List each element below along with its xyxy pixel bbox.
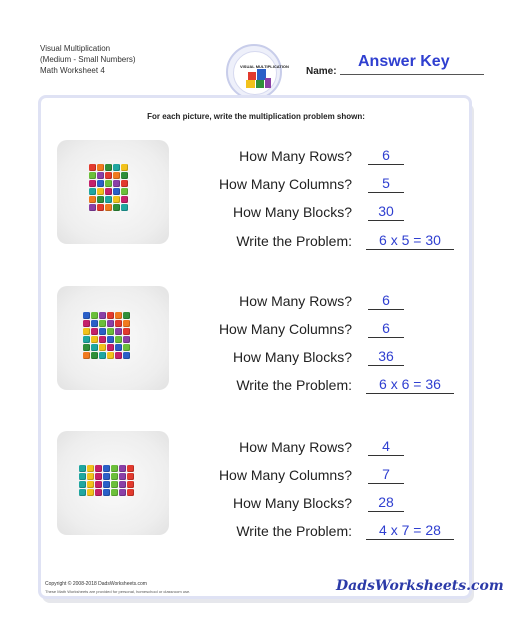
block xyxy=(111,473,118,480)
block xyxy=(111,489,118,496)
block xyxy=(121,196,128,203)
block xyxy=(123,336,130,343)
answer-blocks-2: 36 xyxy=(368,348,404,366)
block xyxy=(87,489,94,496)
block xyxy=(83,320,90,327)
block xyxy=(89,180,96,187)
dadsworksheets-logo: DadsWorksheets.com xyxy=(336,578,504,594)
block xyxy=(89,164,96,171)
block xyxy=(83,328,90,335)
block xyxy=(127,489,134,496)
block xyxy=(115,328,122,335)
answer-blocks-3: 28 xyxy=(368,494,404,512)
question-problem-3: Write the Problem: xyxy=(236,523,352,539)
question-rows-3: How Many Rows? xyxy=(239,439,352,455)
block xyxy=(123,312,130,319)
question-blocks-2: How Many Blocks? xyxy=(232,349,352,365)
block xyxy=(127,473,134,480)
block xyxy=(99,328,106,335)
block xyxy=(127,481,134,488)
block xyxy=(99,336,106,343)
block xyxy=(87,473,94,480)
block xyxy=(99,320,106,327)
block xyxy=(87,481,94,488)
copyright-text: Copyright © 2008-2018 DadsWorksheets.com xyxy=(45,581,147,587)
answer-rows-1: 6 xyxy=(368,147,404,165)
block xyxy=(95,489,102,496)
question-problem-2: Write the Problem: xyxy=(236,377,352,393)
block xyxy=(107,312,114,319)
question-rows-1: How Many Rows? xyxy=(239,148,352,164)
block xyxy=(123,352,130,359)
block xyxy=(119,489,126,496)
worksheet-subtitle: (Medium - Small Numbers) xyxy=(40,55,136,64)
name-line xyxy=(340,74,484,75)
block xyxy=(123,328,130,335)
answer-problem-2: 6 x 6 = 36 xyxy=(366,376,454,394)
block-grid-1 xyxy=(89,164,128,211)
question-blocks-3: How Many Blocks? xyxy=(232,495,352,511)
block xyxy=(91,312,98,319)
block xyxy=(113,204,120,211)
block xyxy=(105,180,112,187)
block xyxy=(121,204,128,211)
block xyxy=(103,481,110,488)
block xyxy=(97,196,104,203)
name-label: Name: xyxy=(306,66,337,77)
block xyxy=(115,336,122,343)
block xyxy=(107,328,114,335)
visual-multiplication-logo xyxy=(226,44,289,100)
block xyxy=(87,465,94,472)
block xyxy=(113,196,120,203)
block xyxy=(107,344,114,351)
question-problem-1: Write the Problem: xyxy=(236,233,352,249)
block-picture-1 xyxy=(57,140,169,244)
block xyxy=(123,320,130,327)
block xyxy=(89,196,96,203)
block xyxy=(107,352,114,359)
block xyxy=(95,465,102,472)
answer-problem-1: 6 x 5 = 30 xyxy=(366,232,454,250)
question-columns-3: How Many Columns? xyxy=(218,467,352,483)
block xyxy=(79,473,86,480)
block xyxy=(89,172,96,179)
block xyxy=(83,312,90,319)
block-grid-3 xyxy=(79,465,134,496)
block xyxy=(95,481,102,488)
block xyxy=(103,465,110,472)
block xyxy=(91,320,98,327)
block xyxy=(105,196,112,203)
block xyxy=(99,352,106,359)
logo-badge xyxy=(233,51,289,95)
block xyxy=(113,188,120,195)
worksheet-number: Math Worksheet 4 xyxy=(40,66,105,75)
answer-blocks-1: 30 xyxy=(368,203,404,221)
block xyxy=(83,344,90,351)
block xyxy=(123,344,130,351)
answer-rows-2: 6 xyxy=(368,292,404,310)
block xyxy=(115,320,122,327)
block xyxy=(121,188,128,195)
block xyxy=(91,344,98,351)
block xyxy=(91,336,98,343)
block xyxy=(79,481,86,488)
answer-columns-3: 7 xyxy=(368,466,404,484)
block-picture-2 xyxy=(57,286,169,390)
answer-rows-3: 4 xyxy=(368,438,404,456)
block xyxy=(121,164,128,171)
block xyxy=(115,312,122,319)
block xyxy=(91,328,98,335)
block xyxy=(103,489,110,496)
block xyxy=(83,352,90,359)
block xyxy=(115,344,122,351)
block xyxy=(107,320,114,327)
block xyxy=(113,180,120,187)
block-picture-3 xyxy=(57,431,169,535)
logo-text: VISUAL MULTIPLICATION xyxy=(240,64,289,69)
block xyxy=(97,164,104,171)
block xyxy=(79,489,86,496)
worksheet-title: Visual Multiplication xyxy=(40,44,111,53)
block xyxy=(97,188,104,195)
question-blocks-1: How Many Blocks? xyxy=(232,204,352,220)
answer-columns-2: 6 xyxy=(368,320,404,338)
block xyxy=(113,172,120,179)
block xyxy=(89,188,96,195)
block xyxy=(105,204,112,211)
block xyxy=(127,465,134,472)
block xyxy=(97,172,104,179)
answer-columns-1: 5 xyxy=(368,175,404,193)
block xyxy=(79,465,86,472)
block xyxy=(95,473,102,480)
block xyxy=(119,481,126,488)
block xyxy=(99,312,106,319)
question-columns-2: How Many Columns? xyxy=(218,321,352,337)
block xyxy=(105,188,112,195)
question-rows-2: How Many Rows? xyxy=(239,293,352,309)
block xyxy=(113,164,120,171)
block xyxy=(97,180,104,187)
block xyxy=(83,336,90,343)
block xyxy=(105,172,112,179)
block xyxy=(103,473,110,480)
block xyxy=(121,180,128,187)
answer-problem-3: 4 x 7 = 28 xyxy=(366,522,454,540)
block xyxy=(91,352,98,359)
block xyxy=(119,465,126,472)
block xyxy=(99,344,106,351)
block xyxy=(97,204,104,211)
block xyxy=(121,172,128,179)
block xyxy=(105,164,112,171)
answer-key-heading: Answer Key xyxy=(358,53,450,70)
instructions: For each picture, write the multiplication problem shown: xyxy=(147,112,365,121)
question-columns-1: How Many Columns? xyxy=(218,176,352,192)
block xyxy=(111,481,118,488)
block xyxy=(111,465,118,472)
block xyxy=(115,352,122,359)
usage-note: These Math Worksheets are provided for personal, homeschool or classroom use. xyxy=(45,589,191,594)
block xyxy=(107,336,114,343)
block-grid-2 xyxy=(83,312,130,359)
block xyxy=(89,204,96,211)
block xyxy=(119,473,126,480)
